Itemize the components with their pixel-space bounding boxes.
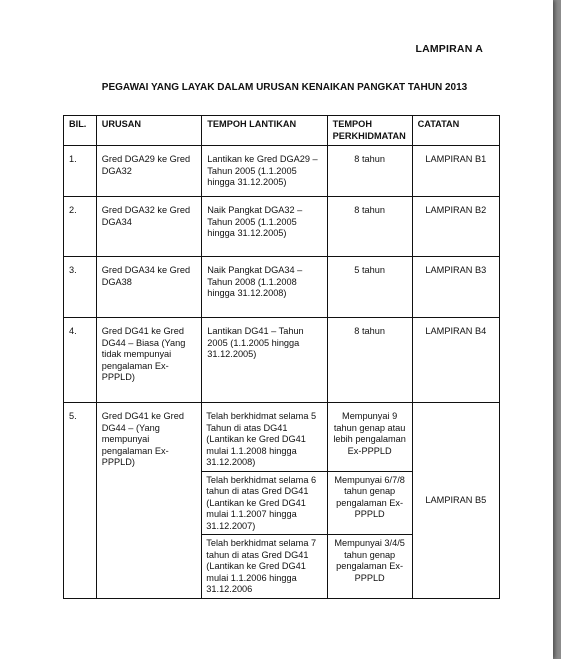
table-row [64, 197, 500, 257]
table-row [64, 403, 500, 472]
header-urusan: URUSAN [96, 116, 202, 146]
cell-bil: 3. [64, 257, 97, 318]
header-catatan: CATATAN [412, 116, 499, 146]
table-row [64, 146, 500, 197]
header-bil: BIL. [64, 116, 97, 146]
table-row [64, 257, 500, 318]
cell-perkhidmatan: 8 tahun [327, 146, 412, 197]
promotion-table [63, 115, 500, 599]
cell-bil: 1. [64, 146, 97, 197]
cell-lantikan: Telah berkhidmat selama 5 Tahun di atas DG41 (Lantikan ke Gred DG41 mulai 1.1.2008 hingga 31.12.2008) [202, 403, 327, 472]
cell-perkhidmatan: 5 tahun [327, 257, 412, 318]
cell-lantikan: Lantikan ke Gred DGA29 – Tahun 2005 (1.1.2005 hingga 31.12.2005) [202, 146, 327, 197]
cell-catatan: LAMPIRAN B2 [412, 197, 499, 257]
cell-catatan: LAMPIRAN B4 [412, 318, 499, 403]
cell-urusan: Gred DG41 ke Gred DG44 – Biasa (Yang tidak mempunyai pengalaman Ex-PPPLD) [96, 318, 202, 403]
cell-catatan: LAMPIRAN B1 [412, 146, 499, 197]
header-tempoh-lantikan: TEMPOH LANTIKAN [202, 116, 327, 146]
cell-bil: 2. [64, 197, 97, 257]
cell-lantikan: Naik Pangkat DGA34 – Tahun 2008 (1.1.2008 hingga 31.12.2008) [202, 257, 327, 318]
cell-lantikan: Telah berkhidmat selama 6 tahun di atas Gred DG41 (Lantikan ke Gred DG41 mulai 1.1.2007 hingga 31.12.2007) [202, 471, 327, 535]
cell-catatan: LAMPIRAN B5 [412, 403, 499, 599]
cell-perkhidmatan: Mempunyai 3/4/5 tahun genap pengalaman Ex-PPPLD [327, 535, 412, 599]
cell-urusan: Gred DGA29 ke Gred DGA32 [96, 146, 202, 197]
document-heading: PEGAWAI YANG LAYAK DALAM URUSAN KENAIKAN PANGKAT TAHUN 2013 [101, 82, 468, 93]
cell-bil: 4. [64, 318, 97, 403]
cell-perkhidmatan: 8 tahun [327, 318, 412, 403]
cell-lantikan: Lantikan DG41 – Tahun 2005 (1.1.2005 hingga 31.12.2005) [202, 318, 327, 403]
cell-urusan: Gred DG41 ke Gred DG44 – (Yang mempunyai pengalaman Ex-PPPLD) [96, 403, 202, 599]
lampiran-label: LAMPIRAN A [415, 43, 483, 55]
cell-lantikan: Telah berkhidmat selama 7 tahun di atas Gred DG41 (Lantikan ke Gred DG41 mulai 1.1.2006 hingga 31.12.2006 [202, 535, 327, 599]
cell-perkhidmatan: Mempunyai 9 tahun genap atau lebih pengalaman Ex-PPPLD [327, 403, 412, 472]
cell-bil: 5. [64, 403, 97, 599]
cell-urusan: Gred DGA32 ke Gred DGA34 [96, 197, 202, 257]
cell-urusan: Gred DGA34 ke Gred DGA38 [96, 257, 202, 318]
cell-lantikan: Naik Pangkat DGA32 – Tahun 2005 (1.1.2005 hingga 31.12.2005) [202, 197, 327, 257]
header-tempoh-perkhidmatan: TEMPOH PERKHIDMATAN [327, 116, 412, 146]
cell-catatan: LAMPIRAN B3 [412, 257, 499, 318]
cell-perkhidmatan: Mempunyai 6/7/8 tahun genap pengalaman Ex-PPPLD [327, 471, 412, 535]
table-header-row [64, 116, 500, 146]
cell-perkhidmatan: 8 tahun [327, 197, 412, 257]
table-row [64, 318, 500, 403]
